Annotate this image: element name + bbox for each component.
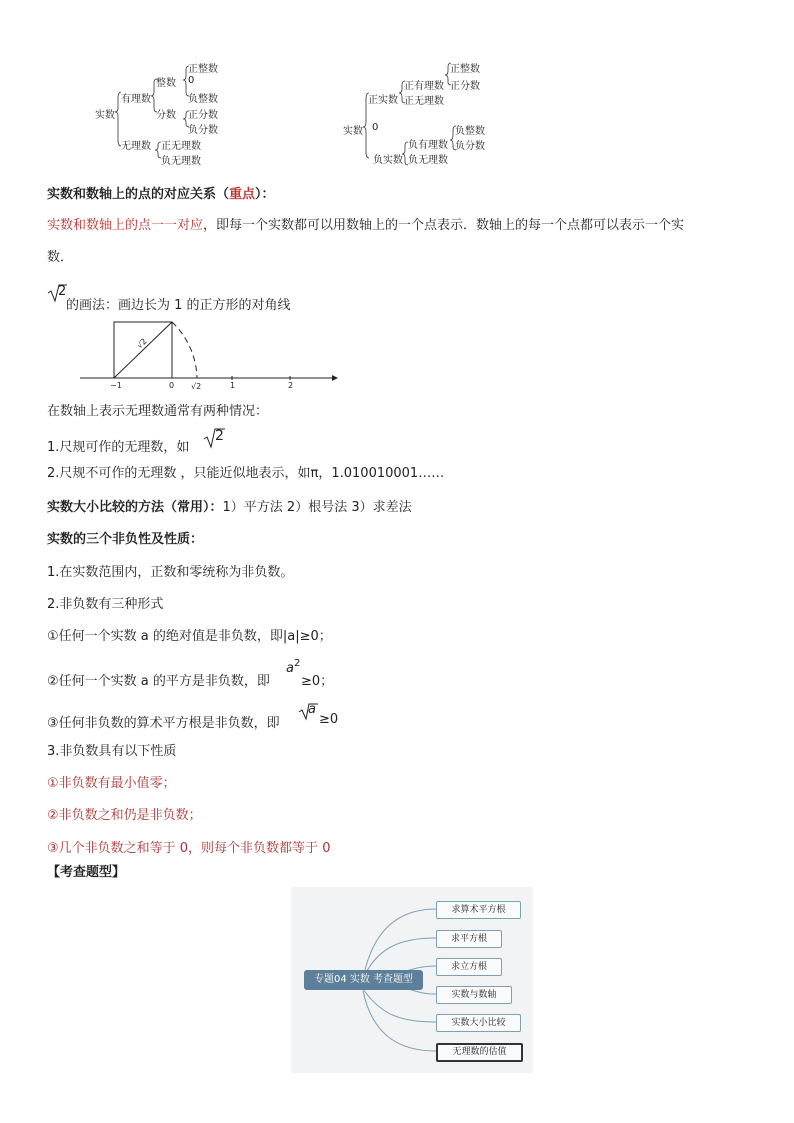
exam-types-heading: 【考查题型】 — [47, 865, 126, 880]
connector-5 — [363, 989, 436, 1022]
tick-label-1: 1 — [230, 381, 236, 390]
tree-left-neg-int: 负整数 — [188, 94, 218, 105]
nonneg-rule3: ③几个非负数之和等于 0，则每个非负数都等于 0 — [47, 841, 331, 856]
mindmap-center-node: 专题04 实数 考查题型 — [304, 970, 423, 990]
number-line-diagram — [80, 312, 342, 392]
square-diagonal — [114, 322, 172, 378]
tree-left-zero: 0 — [188, 75, 195, 86]
tree-right-pos-frac: 正分数 — [450, 81, 480, 92]
connector-1 — [363, 909, 436, 979]
form3-radicand: a — [308, 702, 316, 717]
correspondence-paragraph — [47, 214, 684, 233]
tree-left-neg-irr: 负无理数 — [161, 156, 201, 167]
compare-methods — [47, 496, 412, 515]
mindmap-node-real-axis: 实数与数轴 — [436, 986, 512, 1004]
case1-text: 1.尺规可作的无理数，如 — [47, 440, 190, 455]
tree-left-pos-int: 正整数 — [188, 64, 218, 75]
connector-6 — [363, 991, 436, 1051]
section-heading-correspondence — [47, 183, 275, 202]
tree-right-root: 实数 — [343, 126, 363, 137]
nonneg-rule2: ②非负数之和仍是非负数； — [47, 808, 202, 823]
tree-left-neg-frac: 负分数 — [188, 125, 218, 136]
compass-arc — [172, 322, 197, 378]
tree-right-neg-rational: 负有理数 — [408, 140, 448, 151]
form2-base: a — [286, 661, 294, 676]
tree-left-pos-irr: 正无理数 — [161, 141, 201, 152]
tick-label-2: 2 — [288, 381, 294, 390]
form3-tail: ≥0 — [319, 712, 339, 727]
form3-text: ③任何非负数的算术平方根是非负数，即 — [47, 716, 280, 731]
case1-radicand: 2 — [215, 428, 224, 444]
heading-part-b: ）： — [255, 187, 275, 202]
tree-right-braces — [0, 0, 794, 170]
sqrt2-method-text: 的画法：画边长为 1 的正方形的对角线 — [66, 298, 291, 313]
mindmap-node-arith-sqrt: 求算术平方根 — [436, 901, 521, 919]
mindmap-node-compare: 实数大小比较 — [436, 1014, 521, 1032]
tick-label-sqrt2: √2 — [191, 382, 202, 391]
tree-right-neg-real: 负实数 — [373, 155, 403, 166]
correspondence-continuation: 数． — [47, 250, 74, 265]
tick-label-minus1: −1 — [110, 381, 122, 390]
sqrt2-radicand: 2 — [58, 284, 67, 299]
tree-left-rational: 有理数 — [121, 94, 151, 105]
tree-left-irrational: 无理数 — [121, 141, 151, 152]
mindmap-node-estimate: 无理数的估值 — [436, 1043, 523, 1062]
tick-label-0: 0 — [169, 381, 175, 390]
tree-left-root: 实数 — [95, 110, 115, 121]
correspondence-highlight: 实数和数轴上的点一一对应 — [47, 218, 204, 233]
compare-heading: 实数大小比较的方法（常用）： — [47, 500, 223, 515]
tree-right-neg-frac: 负分数 — [455, 141, 485, 152]
tree-right-pos-rational: 正有理数 — [404, 81, 444, 92]
compare-method-list: 1）平方法 2）根号法 3）求差法 — [222, 500, 412, 515]
form2-tail: ≥0； — [301, 674, 334, 689]
form2-text: ②任何一个实数 a 的平方是非负数，即 — [47, 674, 270, 689]
nonneg-p2: 2.非负数有三种形式 — [47, 597, 164, 612]
diagonal-label: √2 — [135, 336, 149, 351]
tree-right-neg-int: 负整数 — [455, 126, 485, 137]
tree-right-pos-int: 正整数 — [450, 64, 480, 75]
tree-right-neg-irr: 负无理数 — [408, 155, 448, 166]
tree-left-pos-frac: 正分数 — [188, 110, 218, 121]
heading-key-point: 重点 — [229, 187, 256, 202]
nonneg-p1: 1.在实数范围内，正数和零统称为非负数。 — [47, 565, 294, 580]
form2-exponent: 2 — [294, 658, 301, 669]
axis-arrow-icon — [332, 375, 338, 381]
nonneg-heading: 实数的三个非负性及性质： — [47, 532, 204, 547]
mindmap-node-cbrt: 求立方根 — [436, 958, 502, 976]
nonneg-p3: 3.非负数具有以下性质 — [47, 744, 177, 759]
tree-right-zero: 0 — [372, 122, 379, 133]
correspondence-rest: ，即每一个实数都可以用数轴上的一个点表示．数轴上的每一个点都可以表示一个实 — [203, 218, 685, 233]
tree-left-integer: 整数 — [156, 78, 176, 89]
nonneg-rule1: ①非负数有最小值零； — [47, 776, 176, 791]
mindmap-node-sqrt: 求平方根 — [436, 930, 502, 948]
nonneg-form1: ①任何一个实数 a 的绝对值是非负数，即|a|≥0； — [47, 629, 332, 644]
heading-part-a: 实数和数轴上的点的对应关系（ — [47, 187, 230, 202]
irrational-case2: 2.尺规不可作的无理数 ，只能近似地表示，如π，1.010010001…… — [47, 466, 445, 481]
irrational-intro: 在数轴上表示无理数通常有两种情况： — [47, 404, 269, 419]
tree-left-fraction: 分数 — [156, 110, 176, 121]
tree-right-pos-real: 正实数 — [368, 95, 398, 106]
tree-right-pos-irr: 正无理数 — [404, 96, 444, 107]
